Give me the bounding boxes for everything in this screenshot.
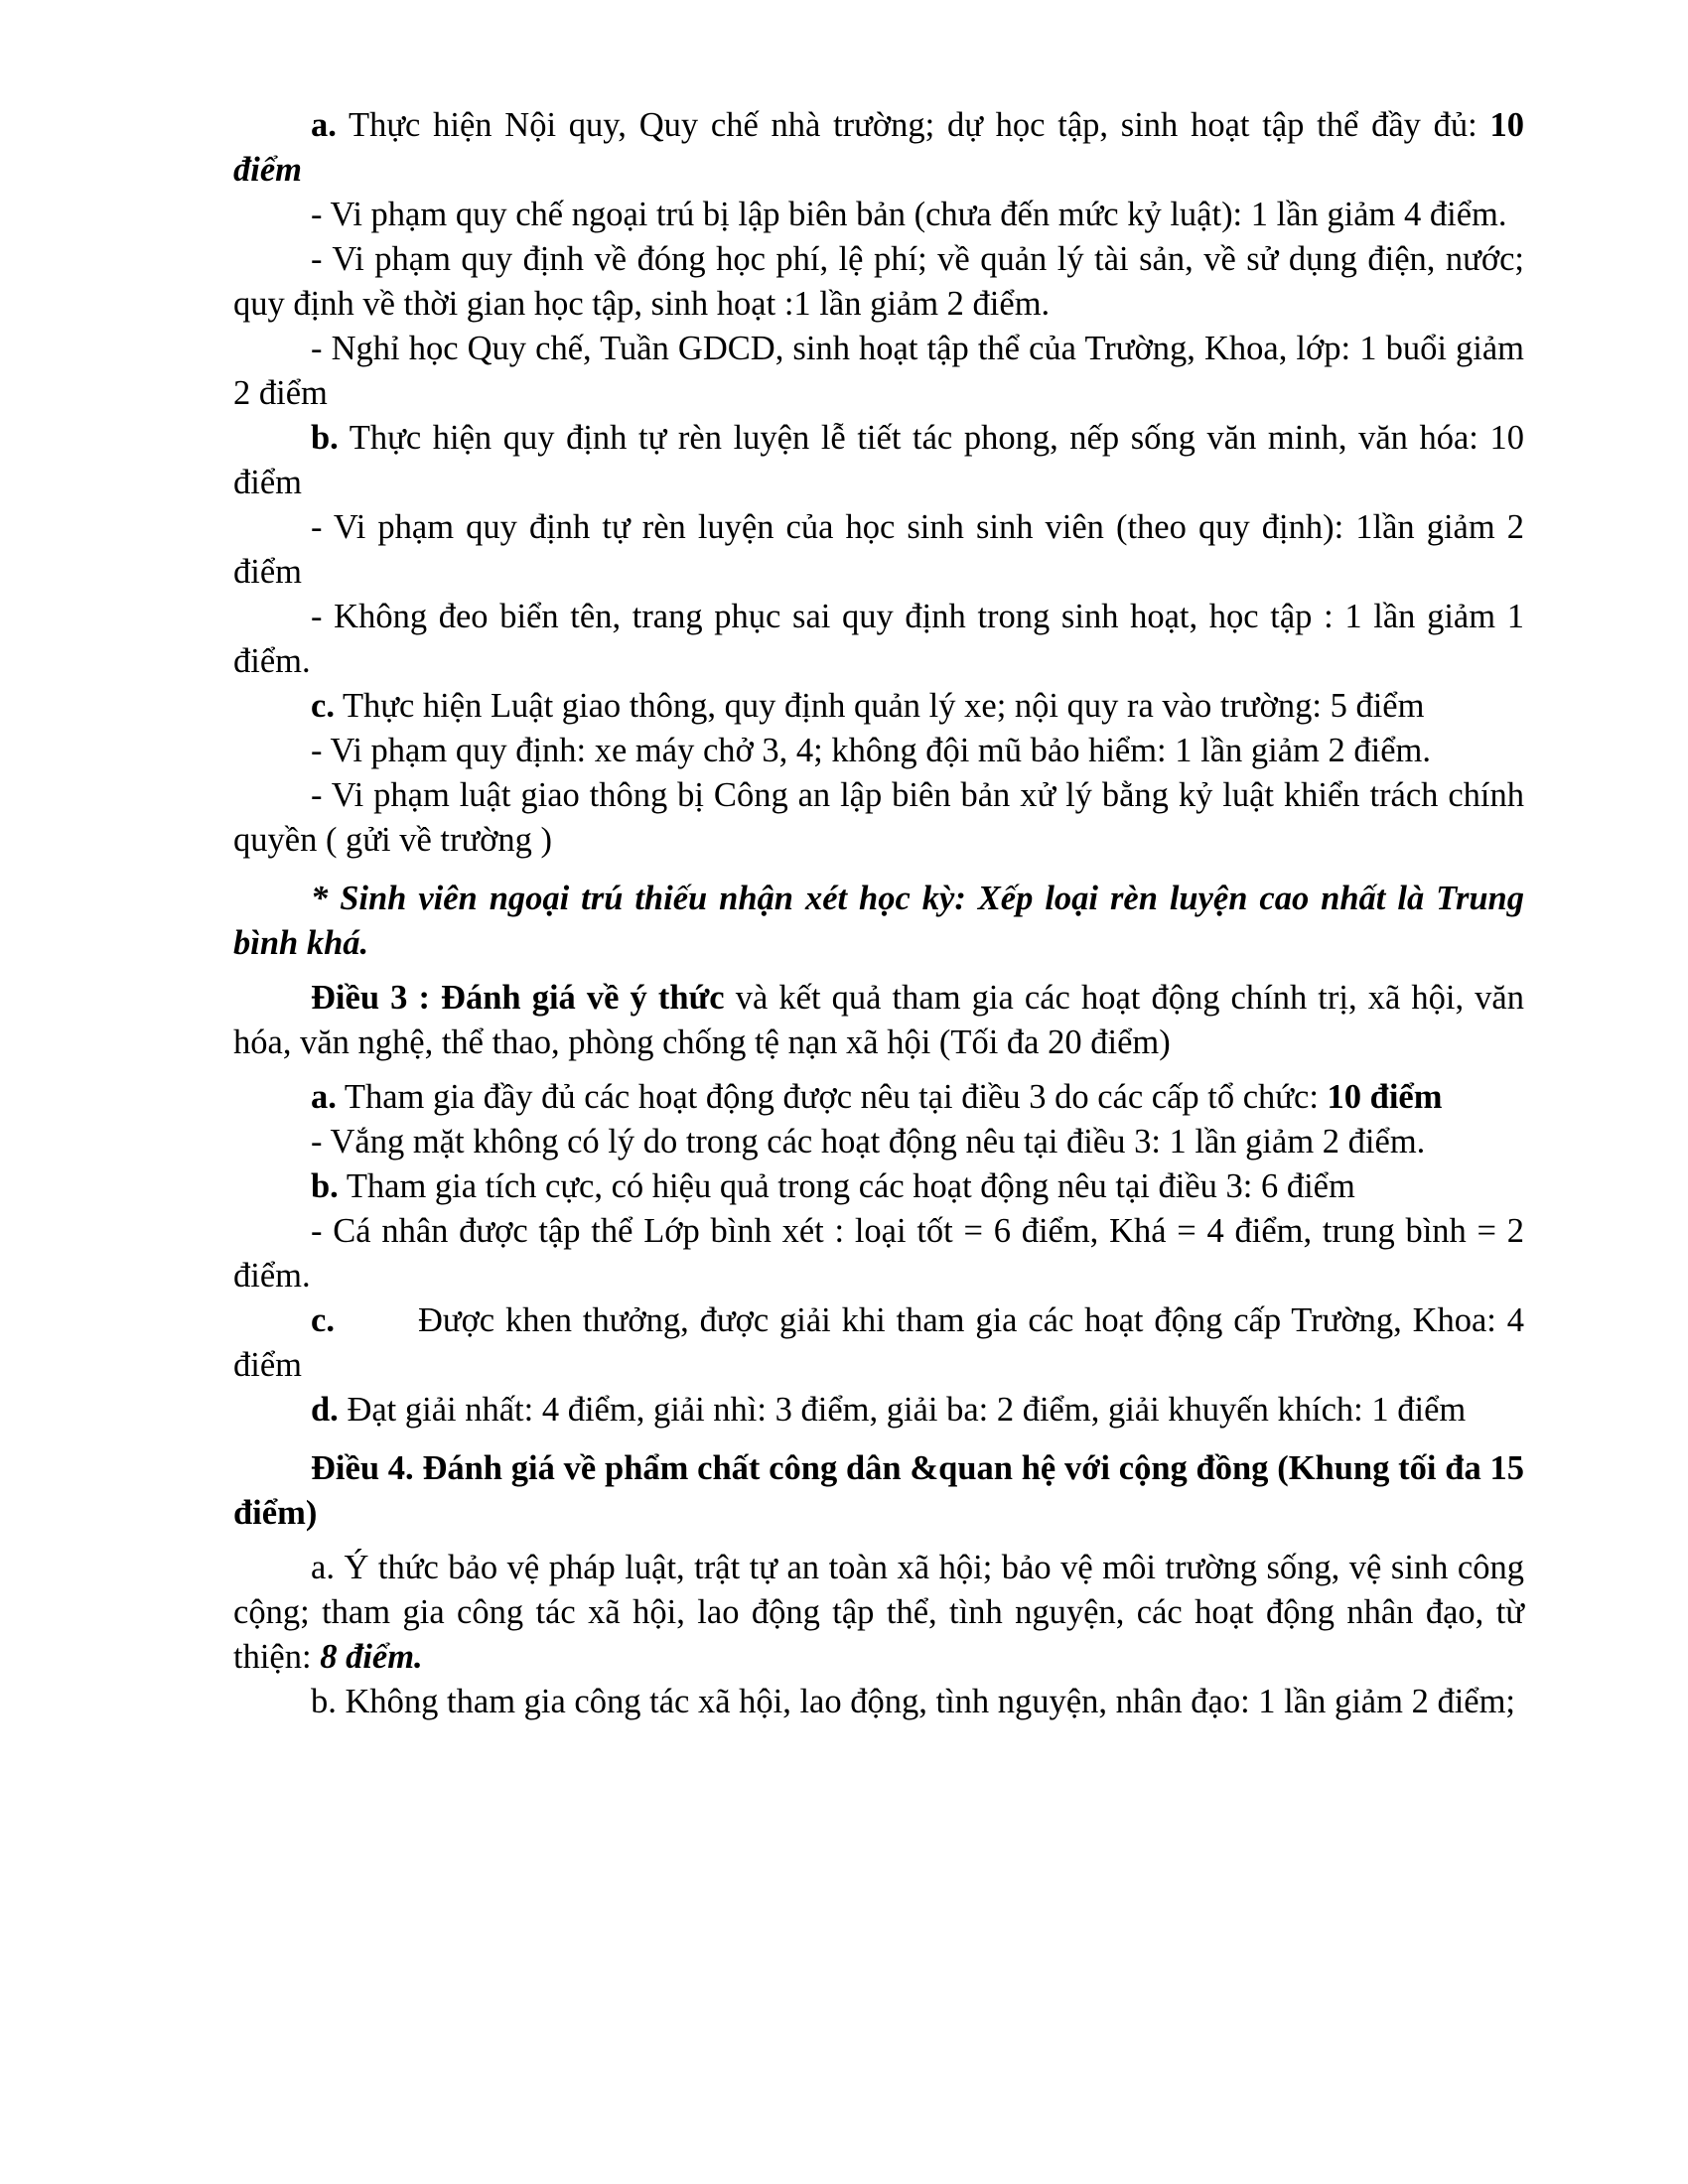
penalty-line: - Vi phạm quy định: xe máy chở 3, 4; không đội mũ bảo hiểm: 1 lần giảm 2 điểm. [311, 732, 1432, 769]
article-3-criterion-d: d. Đạt giải nhất: 4 điểm, giải nhì: 3 điểm, giải ba: 2 điểm, giải khuyến khích: 1 điểm [311, 1391, 1467, 1429]
criterion-c-traffic: c. Thực hiện Luật giao thông, quy định quản lý xe; nội quy ra vào trường: 5 điểm [311, 687, 1425, 725]
note-offcampus-students: * Sinh viên ngoại trú thiếu nhận xét học kỳ: Xếp loại rèn luyện cao nhất là Trung bình khá. [233, 880, 1524, 962]
article-3: Điều 3 : Đánh giá về ý thức và kết quả tham gia các hoạt động chính trị, xã hội, văn hóa, văn nghệ, thể thao, phòng chống tệ nạn xã hội (Tối đa 20 điểm) [233, 979, 1524, 1061]
article-3-criterion-b: b. Tham gia tích cực, có hiệu quả trong các hoạt động nêu tại điều 3: 6 điểm [311, 1167, 1355, 1205]
criterion-a-rules: a. Thực hiện Nội quy, Quy chế nhà trường; dự học tập, sinh hoạt tập thể đầy đủ: 10 điểm [233, 106, 1524, 189]
class-evaluation-line: - Cá nhân được tập thể Lớp bình xét : loại tốt = 6 điểm, Khá = 4 điểm, trung bình = 2 điểm. [233, 1212, 1524, 1295]
article-4-heading: Điều 4. Đánh giá về phẩm chất công dân &quan hệ với cộng đồng (Khung tối đa 15 điểm) [233, 1449, 1524, 1532]
article-3-criterion-a: a. Tham gia đầy đủ các hoạt động được nêu tại điều 3 do các cấp tổ chức: 10 điểm [311, 1078, 1443, 1116]
penalty-line: - Vi phạm quy chế ngoại trú bị lập biên bản (chưa đến mức kỷ luật): 1 lần giảm 4 điểm. [311, 196, 1507, 233]
penalty-line: - Nghỉ học Quy chế, Tuần GDCD, sinh hoạt tập thể của Trường, Khoa, lớp: 1 buổi giảm 2 điểm [233, 330, 1524, 412]
article-4-criterion-a: a. Ý thức bảo vệ pháp luật, trật tự an toàn xã hội; bảo vệ môi trường sống, vệ sinh công cộng; tham gia công tác xã hội, lao động tập thể, tình nguyện, các hoạt động nhân đạo, từ thiện: 8 điểm. [233, 1549, 1524, 1676]
document-page [233, 103, 1524, 1724]
penalty-line: - Không đeo biển tên, trang phục sai quy định trong sinh hoạt, học tập : 1 lần giảm 1 điểm. [233, 598, 1524, 680]
penalty-line: - Vi phạm quy định tự rèn luyện của học sinh sinh viên (theo quy định): 1lần giảm 2 điểm [233, 508, 1524, 591]
article-4-criterion-b: b. Không tham gia công tác xã hội, lao động, tình nguyện, nhân đạo: 1 lần giảm 2 điểm; [311, 1683, 1516, 1720]
penalty-line: - Vắng mặt không có lý do trong các hoạt động nêu tại điều 3: 1 lần giảm 2 điểm. [311, 1123, 1426, 1160]
criterion-b-conduct: b. Thực hiện quy định tự rèn luyện lễ tiết tác phong, nếp sống văn minh, văn hóa: 10 điểm [233, 419, 1524, 501]
penalty-line: - Vi phạm quy định về đóng học phí, lệ phí; về quản lý tài sản, về sử dụng điện, nước; quy định về thời gian học tập, sinh hoạt :1 lần giảm 2 điểm. [233, 240, 1524, 323]
penalty-line: - Vi phạm luật giao thông bị Công an lập biên bản xử lý bằng kỷ luật khiển trách chính quyền ( gửi về trường ) [233, 776, 1524, 859]
article-3-criterion-c: c. Được khen thưởng, được giải khi tham gia các hoạt động cấp Trường, Khoa: 4 điểm [233, 1301, 1524, 1384]
